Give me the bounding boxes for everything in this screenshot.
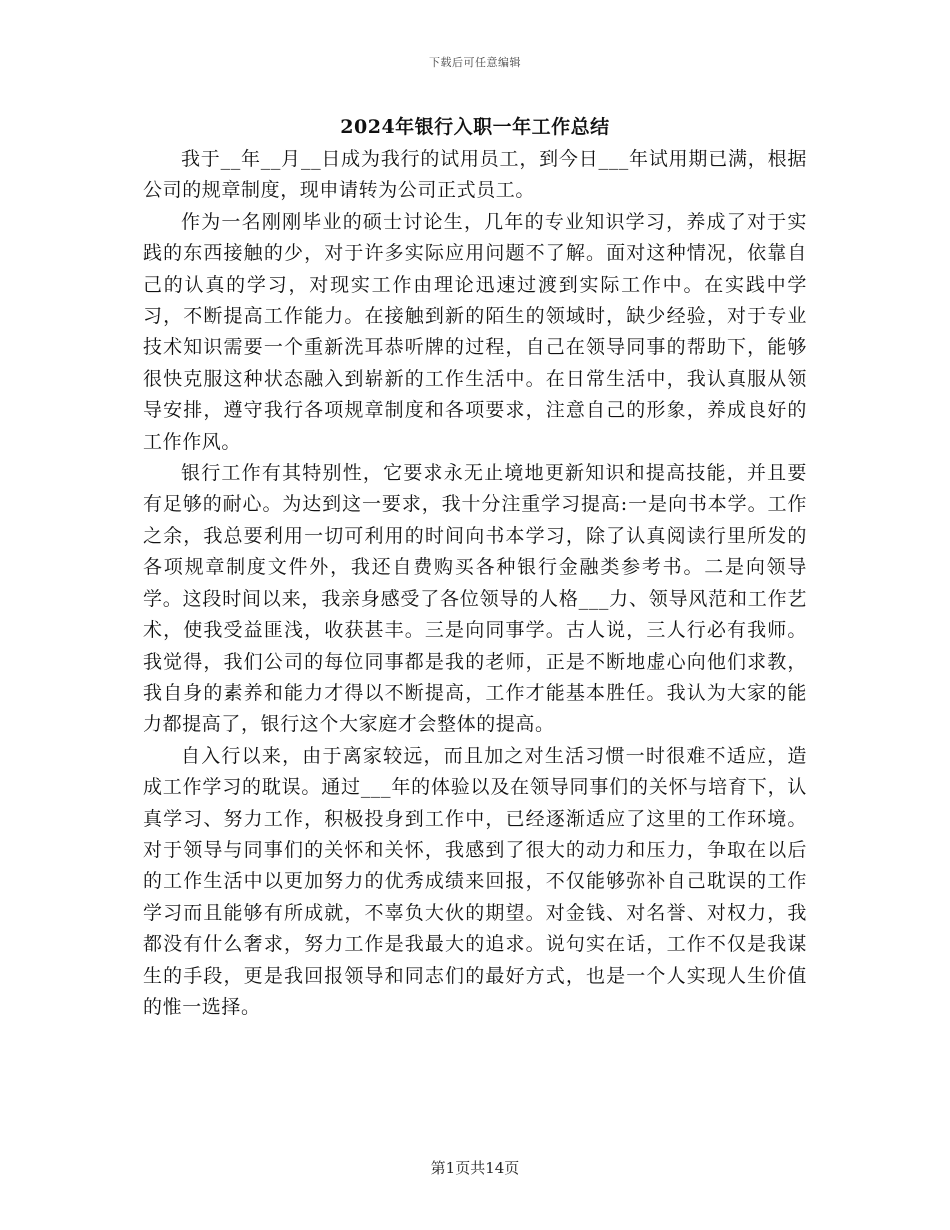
page-header-note: 下载后可任意编辑 [429, 56, 521, 69]
paragraph: 作为一名刚刚毕业的硕士讨论生，几年的专业知识学习，养成了对于实践的东西接触的少，对于许多实际应用问题不了解。面对这种情况，依靠自己的认真的学习，对现实工作由理论迅速过渡到实际工作中。在实践中学习，不断提高工作能力。在接触到新的陌生的领域时，缺少经验，对于专业技术知识需要一个重新洗耳恭听牌的过程，自己在领导同事的帮助下，能够很快克服这种状态融入到崭新的工作生活中。在日常生活中，我认真服从领导安排，遵守我行各项规章制度和各项要求，注意自己的形象，养成良好的工作作风。 [143, 210, 807, 453]
document-body [143, 144, 807, 1023]
page-number: 第1页共14页 [430, 1159, 520, 1177]
document-title: 2024年银行入职一年工作总结 [340, 116, 610, 138]
paragraph: 我于__年__月__日成为我行的试用员工，到今日___年试用期已满，根据公司的规章制度，现申请转为公司正式员工。 [143, 148, 807, 202]
paragraph: 银行工作有其特别性，它要求永无止境地更新知识和提高技能，并且要有足够的耐心。为达到这一要求，我十分注重学习提高:一是向书本学。工作之余，我总要利用一切可利用的时间向书本学习，除了认真阅读行里所发的各项规章制度文件外，我还自费购买各种银行金融类参考书。二是向领导学。这段时间以来，我亲身感受了各位领导的人格___力、领导风范和工作艺术，使我受益匪浅，收获甚丰。三是向同事学。古人说，三人行必有我师。我觉得，我们公司的每位同事都是我的老师，正是不断地虚心向他们求教，我自身的素养和能力才得以不断提高，工作才能基本胜任。我认为大家的能力都提高了，银行这个大家庭才会整体的提高。 [143, 462, 807, 736]
paragraph: 自入行以来，由于离家较远，而且加之对生活习惯一时很难不适应，造成工作学习的耽误。通过___年的体验以及在领导同事们的关怀与培育下，认真学习、努力工作，积极投身到工作中，已经逐渐适应了这里的工作环境。对于领导与同事们的关怀和关怀，我感到了很大的动力和压力，争取在以后的工作生活中以更加努力的优秀成绩来回报，不仅能够弥补自己耽误的工作学习而且能够有所成就，不辜负大伙的期望。对金钱、对名誉、对权力，我都没有什么奢求，努力工作是我最大的追求。说句实在话，工作不仅是我谋生的手段，更是我回报领导和同志们的最好方式，也是一个人实现人生价值的惟一选择。 [143, 744, 807, 1018]
